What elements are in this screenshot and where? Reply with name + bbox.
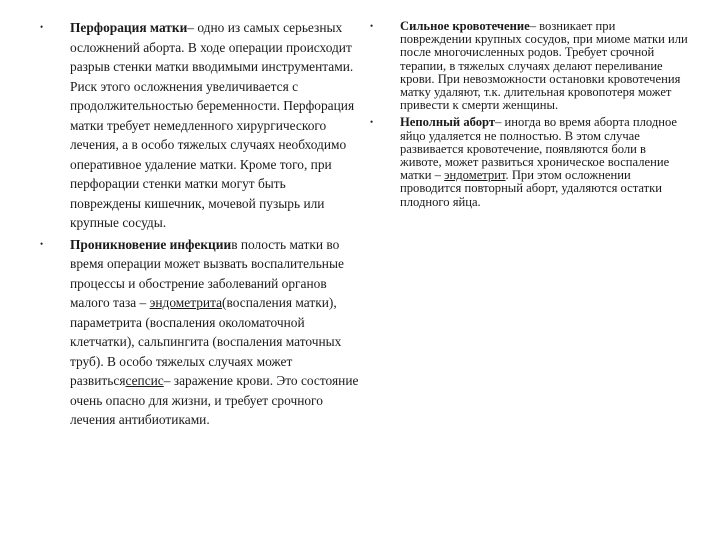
bullet-icon: • bbox=[40, 238, 44, 249]
list-item-perforation bbox=[40, 18, 360, 233]
bullet-icon: • bbox=[40, 22, 44, 32]
link-endometritis-2[interactable]: эндометрит bbox=[444, 168, 506, 183]
term-infection: Проникновение инфекции bbox=[70, 236, 232, 252]
list-item-bleeding bbox=[370, 20, 690, 112]
term-bleeding: Сильное кровотечение bbox=[400, 19, 530, 33]
item-text: – заражение крови. Это состояние очень опасно для жизни, и требует срочного лечения антибиотиками. bbox=[70, 373, 359, 427]
link-endometritis[interactable]: эндометрита bbox=[149, 295, 223, 310]
item-text: в полость матки во время операции может вызвать воспалительные процессы и обострение заболеваний органов малого таза – bbox=[70, 236, 344, 310]
item-text: – одно из самых серьезных осложнений аборта. В ходе операции происходит разрыв стенки матки вводимыми инструментами. Риск этого осложнения увеличивается с продолжительностью беременности. Перфорация матки требует немедленного хирургического лечения, а в особо тяжелых случаях необходимо оперативное удаление матки. Кроме того, при перфорации стенки матки могут быть повреждены кишечник, мочевой пузырь или крупные сосуды. bbox=[70, 20, 355, 230]
term-incomplete-abortion: Неполный аборт bbox=[400, 115, 496, 130]
left-bullet-list bbox=[40, 18, 360, 430]
bullet-icon: • bbox=[370, 21, 374, 31]
term-perforation: Перфорация матки bbox=[70, 20, 188, 35]
link-sepsis[interactable]: сепсис bbox=[125, 373, 164, 388]
item-text: – иногда во время аборта плодное яйцо удаляется не полностью. В этом случае развивается кровотечение, появляются боли в животе, может развиться хроническое воспаление матки – bbox=[400, 115, 678, 183]
item-text: . При этом осложнении проводится повторный аборт, удаляются остатки плодного яйца. bbox=[400, 168, 663, 209]
right-column bbox=[370, 20, 690, 209]
left-column bbox=[40, 18, 360, 430]
bullet-icon: • bbox=[370, 117, 374, 128]
item-text: – возникает при повреждении крупных сосудов, при миоме матки или после многочисленных родов. Требует срочной терапии, в тяжелых случаях делают переливание крови. При невозможности остановки кровотечения матку удаляют, т.к. длительная кровопотеря может привести к смерти женщины. bbox=[400, 19, 688, 113]
list-item-infection bbox=[40, 235, 360, 430]
list-item-incomplete-abortion bbox=[370, 116, 690, 208]
item-text: (воспаления матки), параметрита (воспаления околоматочной клетчатки), сальпингита (воспаления маточных труб). В особо тяжелых случаях может развиться bbox=[70, 295, 342, 388]
right-bullet-list bbox=[370, 20, 690, 209]
